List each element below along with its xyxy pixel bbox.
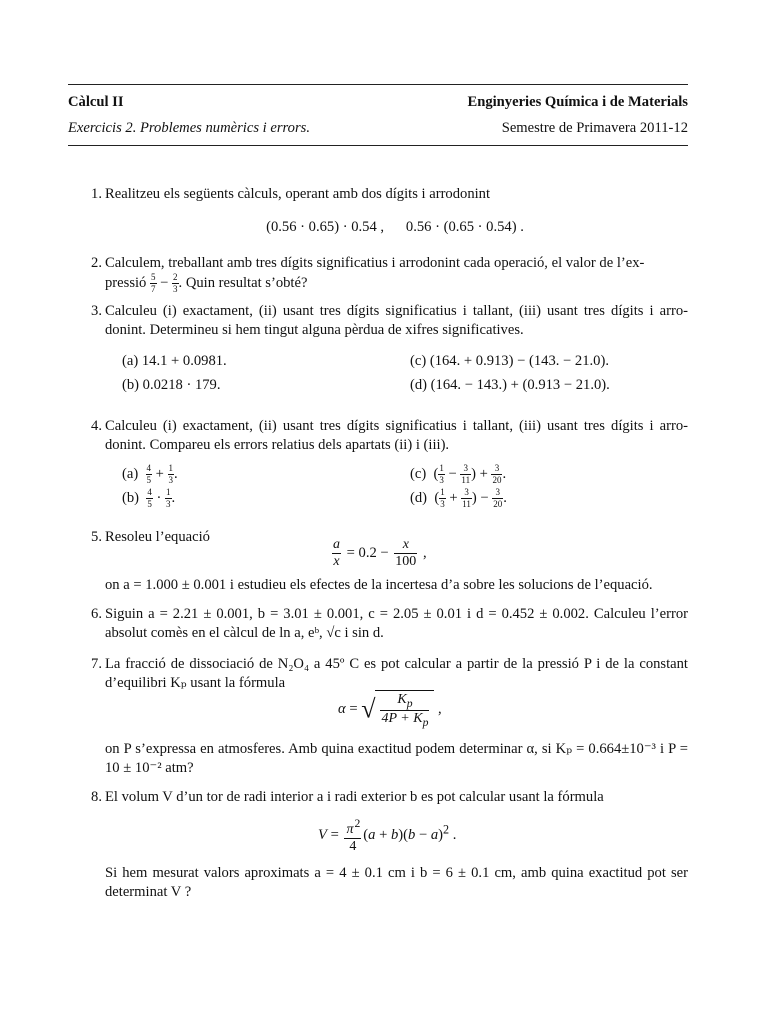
semester-label: Semestre de Primavera 2011-12 xyxy=(501,120,688,136)
problem-text: Realitzeu els següents càlculs, operant amb dos dígits i arrodonint xyxy=(105,186,491,202)
problem-7-formula: α = √ $\frac{K_p}{4P + K_p}$ , xyxy=(338,692,442,730)
problem-text: Calculeu (i) exactament, (ii) usant tres dígits significatius i tallant, (iii) usant tres dígits i arro- donint. Compareu els errors relatius dels apartats (ii) i (iii). xyxy=(105,418,688,453)
problem-number: 4. xyxy=(91,418,102,434)
problem-1-formula: (0.56 · 0.65) · 0.54 , 0.56 · (0.65 · 0.54) . xyxy=(266,219,524,235)
fraction: $\frac{5}{7}$ xyxy=(151,272,156,294)
problem-number: 6. xyxy=(91,606,102,622)
problem-number: 1. xyxy=(91,186,102,202)
problem-text: Siguin a = 2.21 ± 0.001, b = 3.01 ± 0.001, c = 2.05 ± 0.01 i d = 0.452 ± 0.002. Calculeu l’error absolut comès en el càlcul de ln a, eᵇ, √c i sin d. xyxy=(105,606,688,641)
course-title: Càlcul II xyxy=(68,94,124,110)
problem-7 xyxy=(84,655,688,693)
problem-3-item-a: (a) 14.1 + 0.0981. xyxy=(122,353,227,369)
problem-4 xyxy=(84,417,688,455)
problem-8 xyxy=(84,788,688,807)
problem-3 xyxy=(84,302,688,340)
problem-5-after: on a = 1.000 ± 0.001 i estudieu els efectes de la incertesa d’a sobre les solucions de l’equació. xyxy=(105,577,653,593)
problem-3-item-d: (d) (164. − 143.) + (0.913 − 21.0). xyxy=(410,377,610,393)
problem-3-item-c: (c) (164. + 0.913) − (143. − 21.0). xyxy=(410,353,609,369)
problem-5-equation: $\frac{a}{x}$ = 0.2 − $\frac{x}{100}$ , xyxy=(333,537,427,569)
problem-1 xyxy=(84,185,688,204)
problem-3-item-b: (b) 0.0218 · 179. xyxy=(122,377,221,393)
problem-4-item-d: (d) ( $\frac{1}{3}$ + $\frac{3}{11}$ ) − $\frac{3}{20}$ . xyxy=(410,487,507,509)
problem-7-after: on P s’expressa en atmosferes. Amb quina exactitud podem determinar α, si Kₚ = 0.664±10⁻³ i P = 10 ± 10⁻² atm? xyxy=(105,741,688,776)
problem-number: 3. xyxy=(91,303,102,319)
problem-number: 8. xyxy=(91,789,102,805)
problem-4-item-a: (a) $\frac{4}{5}$ + $\frac{1}{3}$ . xyxy=(122,463,178,485)
problem-8-formula: V = $\frac{\pi^2}{4}$ $(a + b)(b - a)^2$ . xyxy=(318,817,457,854)
header-top-rule xyxy=(68,84,688,85)
problem-text: Calculem, treballant amb tres dígits significatius i arrodonint cada operació, el valor de l’ex- pressió $\frac{5}{7}$ − $\frac{2}{3}$ . Quin resultat s’obté? xyxy=(105,255,645,294)
degree-title: Enginyeries Química i de Materials xyxy=(467,94,688,110)
problem-number: 2. xyxy=(91,255,102,271)
fraction: $\frac{2}{3}$ xyxy=(173,272,178,294)
problem-8-after: Si hem mesurat valors aproximats a = 4 ± 0.1 cm i b = 6 ± 0.1 cm, amb quina exactitud pot ser determinat V ? xyxy=(105,865,688,900)
exercise-set-title: Exercicis 2. Problemes numèrics i errors. xyxy=(68,120,310,136)
header-bottom-rule xyxy=(68,145,688,146)
problem-6 xyxy=(84,605,688,643)
problem-2 xyxy=(84,254,688,294)
problem-number: 5. xyxy=(91,529,102,545)
problem-text: La fracció de dissociació de N₂O₄ a 45º C es pot calcular a partir de la pressió P i de la constant d’equilibri Kₚ usant la fórmula xyxy=(105,656,688,691)
problem-number: 7. xyxy=(91,656,102,672)
problem-4-item-c: (c) ( $\frac{1}{3}$ − $\frac{3}{11}$ ) + $\frac{3}{20}$ . xyxy=(410,463,507,485)
problem-text: El volum V d’un tor de radi interior a i radi exterior b es pot calcular usant la fórmula xyxy=(105,789,604,805)
problem-4-item-b: (b) $\frac{4}{5}$ · $\frac{1}{3}$ . xyxy=(122,487,176,509)
problem-text: Resoleu l’equació xyxy=(105,529,210,545)
problem-text: Calculeu (i) exactament, (ii) usant tres dígits significatius i tallant, (iii) usant tres dígits i arro- donint. Determineu si hem tingut alguna pèrdua de xifres significatives. xyxy=(105,303,688,338)
